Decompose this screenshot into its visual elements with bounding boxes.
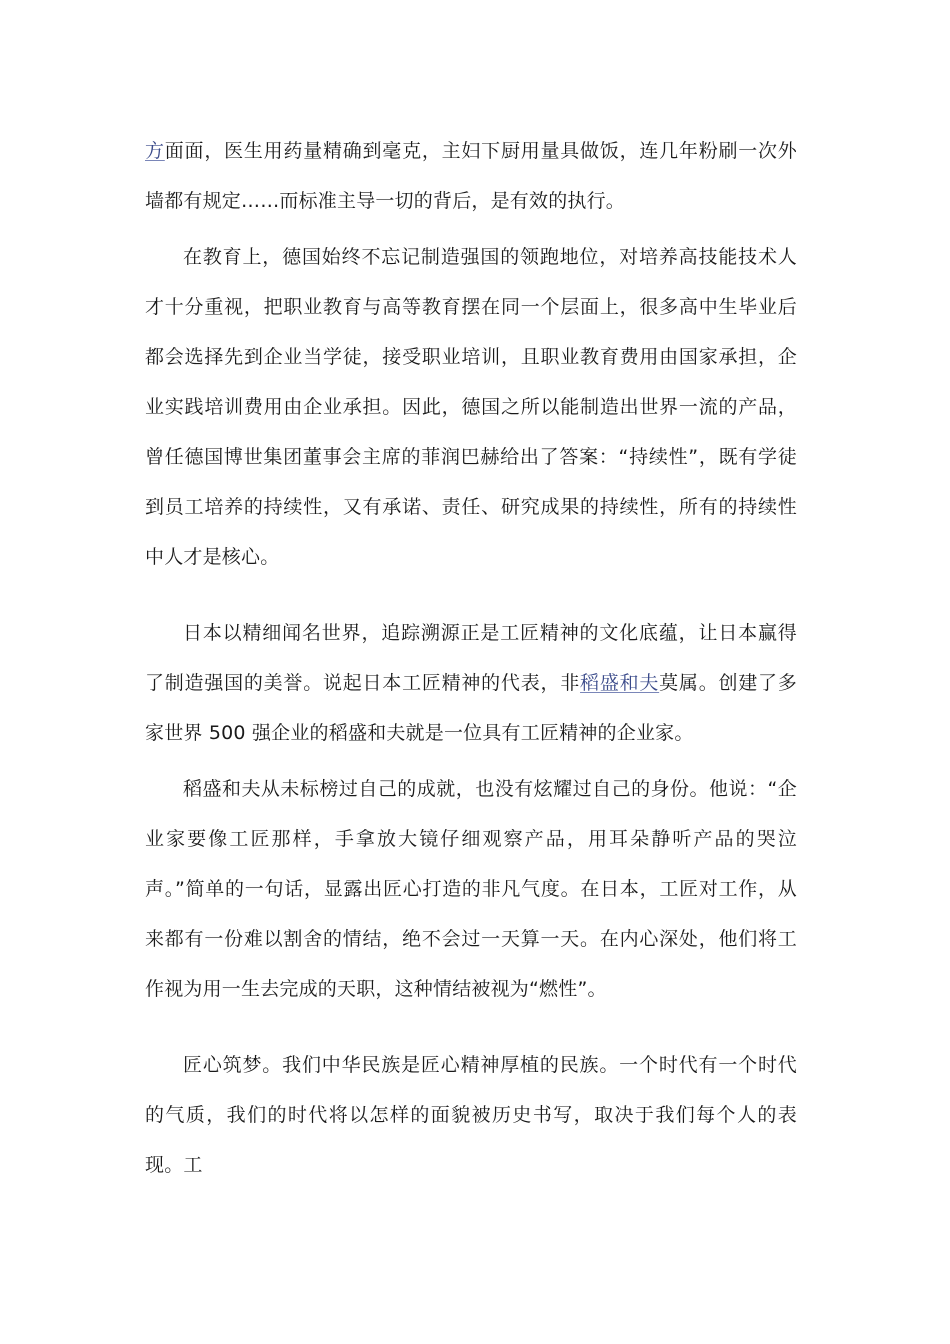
paragraph-text: 稻盛和夫从未标榜过自己的成就，也没有炫耀过自己的身份。他说：“企业家要像工匠那样，手拿放大镜仔细观察产品，用耳朵静听产品的哭泣声。”简单的一句话，显露出匠心打造的非凡气度。在日本，工匠对工作，从来都有一份难以割舍的情结，绝不会过一天算一天。在内心深处，他们将工作视为用一生去完成的天职，这种情结被视为“燃性”。 (145, 778, 797, 1000)
paragraph-spacer (145, 1014, 797, 1040)
paragraph-education (145, 232, 797, 582)
document-body (145, 126, 797, 1190)
paragraph-craftsmanship-dream (145, 1040, 797, 1190)
paragraph-text: 面面，医生用药量精确到毫克，主妇下厨用量具做饭，连几年粉刷一次外墙都有规定……而标准主导一切的背后，是有效的执行。 (145, 140, 797, 212)
paragraph-text: 日本以精细闻名世界，追踪溯源正是工匠精神的文化底蕴，让日本赢得了制造强国的美誉。说起日本工匠精神的代表，非 (145, 622, 797, 694)
paragraph-text: 匠心筑梦。我们中华民族是匠心精神厚植的民族。一个时代有一个时代的气质，我们的时代将以怎样的面貌被历史书写，取决于我们每个人的表现。工 (145, 1054, 797, 1176)
hyperlink-fang[interactable]: 方 (145, 140, 165, 162)
paragraph-text: 在教育上，德国始终不忘记制造强国的领跑地位，对培养高技能技术人才十分重视，把职业教育与高等教育摆在同一个层面上，很多高中生毕业后都会选择先到企业当学徒，接受职业培训，且职业教育费用由国家承担，企业实践培训费用由企业承担。因此，德国之所以能制造出世界一流的产品，曾任德国博世集团董事会主席的菲润巴赫给出了答案：“持续性”，既有学徒到员工培养的持续性，又有承诺、责任、研究成果的持续性，所有的持续性中人才是核心。 (145, 246, 797, 568)
paragraph-spacer (145, 582, 797, 608)
hyperlink-inamori[interactable]: 稻盛和夫 (580, 672, 660, 694)
paragraph-standards (145, 126, 797, 226)
paragraph-inamori-quote (145, 764, 797, 1014)
paragraph-japan (145, 608, 797, 758)
paragraph-text: 莫属。创建了多家世界 500 强企业的稻盛和夫就是一位具有工匠精神的企业家。 (145, 672, 798, 744)
